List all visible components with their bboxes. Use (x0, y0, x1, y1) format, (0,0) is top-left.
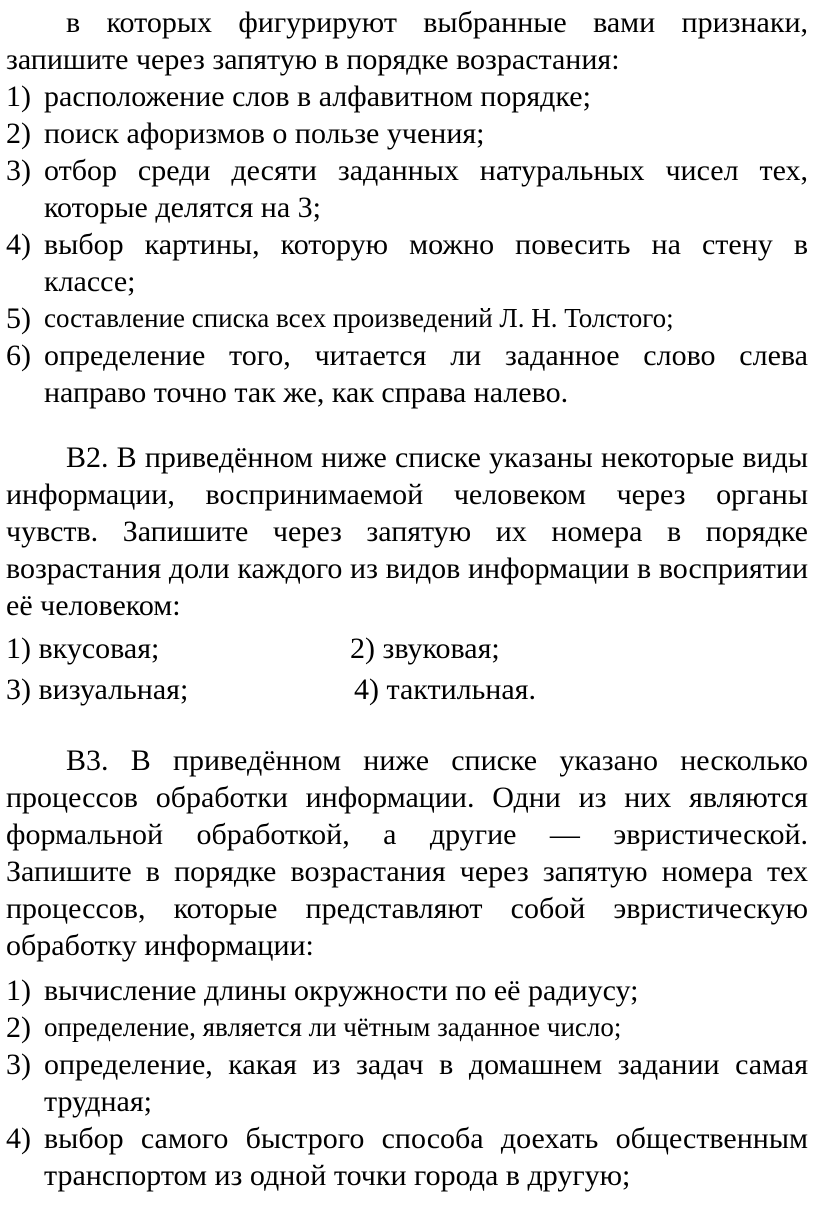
list-item (6, 152, 808, 226)
item-text: отбор среди десяти заданных натуральных чисел тех, которые делятся на 3; (44, 154, 808, 224)
item-number: 5) (6, 302, 31, 335)
b2-item-1 (6, 630, 350, 667)
b3-paragraph: В3. В приведённом ниже списке указано несколько процессов обработки информации. Одни из них являются формальной обработкой, а другие — эвристической. Запишите в порядке возрастания через запятую номера тех процессов, которые представляют собой эвристическую обработку информации: (6, 744, 808, 962)
item-number: 2) (6, 1011, 31, 1044)
item-number: 4) (6, 228, 31, 261)
list-item (6, 115, 808, 152)
list-processing-tasks (6, 972, 808, 1194)
list-selection-tasks (6, 78, 808, 411)
b2-items-row-2 (6, 671, 808, 708)
item-number: 6) (6, 339, 31, 372)
item-number: 1) (6, 80, 31, 113)
intro-paragraph: в которых фигурируют выбранные вами признаки, запишите через запятую в порядке возрастания: (6, 6, 808, 76)
item-text: определение, является ли чётным заданное число; (44, 1012, 622, 1042)
item-text: расположение слов в алфавитном порядке; (44, 80, 591, 113)
item-text: звуковая; (382, 632, 500, 665)
list-item (6, 972, 808, 1009)
item-text: поиск афоризмов о пользе учения; (44, 117, 485, 150)
item-number: 3) (6, 154, 31, 187)
list-item (6, 300, 808, 337)
section-spacer (6, 708, 808, 742)
item-text: определение того, читается ли заданное слово слева направо точно так же, как справа налево. (44, 339, 808, 409)
item-number: 2) (350, 632, 375, 665)
list-item (6, 1009, 808, 1046)
item-number: 4) (6, 1122, 31, 1155)
item-number: 1) (6, 974, 31, 1007)
item-number: 3) (6, 1048, 31, 1081)
item-number: 4) (354, 673, 379, 706)
item-text: визуальная; (38, 673, 189, 706)
item-number: 3) (6, 673, 31, 706)
item-text: тактильная. (386, 673, 536, 706)
item-text: выбор картины, которую можно повесить на стену в классе; (44, 228, 808, 298)
item-number: 2) (6, 117, 31, 150)
b2-items-row-1 (6, 630, 808, 667)
list-item (6, 1120, 808, 1194)
b2-item-2 (350, 630, 808, 667)
list-item (6, 226, 808, 300)
item-text: выбор самого быстрого способа доехать общественным транспортом из одной точки города в другую; (44, 1122, 808, 1192)
b2-item-4 (354, 671, 808, 708)
section-spacer (6, 411, 808, 439)
item-text: вычисление длины окружности по её радиусу; (44, 974, 639, 1007)
list-item (6, 337, 808, 411)
item-number: 1) (6, 632, 31, 665)
b2-item-3 (6, 671, 354, 708)
list-item (6, 78, 808, 115)
list-item (6, 1046, 808, 1120)
item-text: составление списка всех произведений Л. Н. Толстого; (44, 303, 674, 333)
item-text: вкусовая; (38, 632, 160, 665)
b2-paragraph: В2. В приведённом ниже списке указаны некоторые виды информации, воспринимаемой человеком через органы чувств. Запишите через запятую их номера в порядке возрастания доли каждого из видов информации в восприятии её человеком: (6, 441, 808, 622)
item-text: определение, какая из задач в домашнем задании самая трудная; (44, 1048, 808, 1118)
